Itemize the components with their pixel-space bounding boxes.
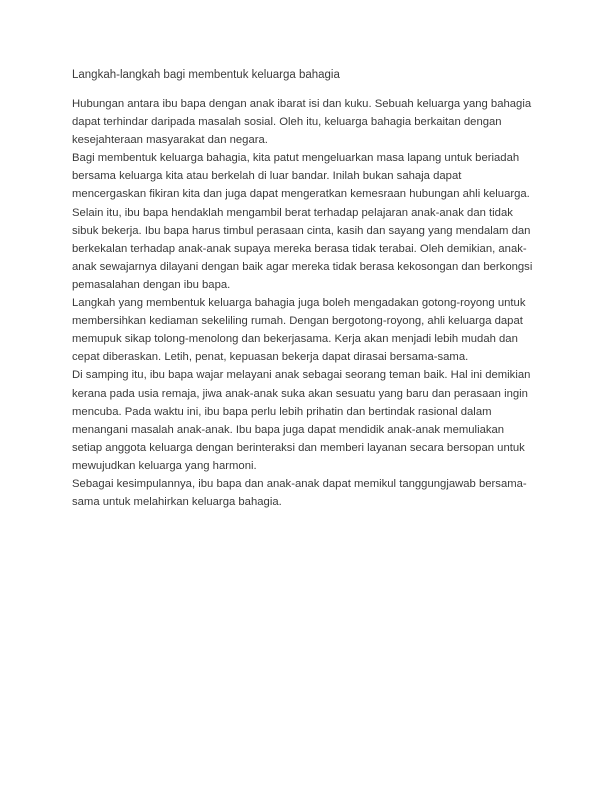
- text-line: Sebagai kesimpulannya, ibu bapa dan anak-anak dapat memikul tanggungjawab bersama-: [72, 477, 527, 490]
- text-line: Langkah yang membentuk keluarga bahagia juga boleh mengadakan gotong-royong untuk: [72, 297, 526, 310]
- text-line: Di samping itu, ibu bapa wajar melayani anak sebagai seorang teman baik. Hal ini demikian: [72, 369, 531, 382]
- text-line: dapat terhindar daripada masalah sosial. Oleh itu, keluarga bahagia berkaitan dengan: [72, 116, 502, 129]
- text-line: berkekalan terhadap anak-anak supaya mereka berasa tidak terabai. Oleh demikian, anak-: [72, 242, 527, 255]
- text-line: Bagi membentuk keluarga bahagia, kita patut mengeluarkan masa lapang untuk beriadah: [72, 152, 520, 165]
- text-line: mencergaskan fikiran kita dan juga dapat mengeratkan kemesraan hubungan ahli keluarga.: [72, 188, 530, 201]
- text-line: sama untuk melahirkan keluarga bahagia.: [72, 496, 282, 509]
- text-line: Selain itu, ibu bapa hendaklah mengambil berat terhadap pelajaran anak-anak dan tidak: [72, 206, 513, 219]
- text-line: kesejahteraan masyarakat dan negara.: [72, 134, 268, 147]
- text-line: Hubungan antara ibu bapa dengan anak ibarat isi dan kuku. Sebuah keluarga yang bahagia: [72, 98, 532, 110]
- text-line: bersama keluarga kita atau berkelah di luar bandar. Inilah bukan sahaja dapat: [72, 170, 462, 183]
- text-line: anak sewajarnya dilayani dengan baik agar mereka tidak berasa kekosongan dan berkongsi: [72, 260, 533, 273]
- text-line: mencuba. Pada waktu ini, ibu bapa perlu lebih prihatin dan bertindak rasional dalam: [72, 405, 492, 418]
- document-title: Langkah-langkah bagi membentuk keluarga bahagia: [72, 69, 340, 81]
- text-line: cepat diberaskan. Letih, penat, kepuasan bekerja dapat dirasai bersama-sama.: [72, 351, 469, 364]
- text-line: memupuk sikap tolong-menolong dan bekerjasama. Kerja akan menjadi lebih mudah dan: [72, 333, 518, 346]
- text-line: sibuk bekerja. Ibu bapa harus timbul perasaan cinta, kasih dan sayang yang mendalam dan: [72, 224, 531, 237]
- text-line: mewujudkan keluarga yang harmoni.: [72, 459, 257, 472]
- text-line: menangani masalah anak-anak. Ibu bapa juga dapat mendidik anak-anak memuliakan: [72, 423, 505, 436]
- text-line: kerana pada usia remaja, jiwa anak-anak suka akan sesuatu yang baru dan perasaan ingin: [72, 387, 528, 400]
- text-line: setiap anggota keluarga dengan berinteraksi dan memberi layanan secara bersopan untuk: [72, 441, 525, 454]
- text-line: membersihkan kediaman sekeliling rumah. Dengan bergotong-royong, ahli keluarga dapat: [72, 315, 523, 328]
- text-line: pemasalahan dengan ibu bapa.: [72, 278, 231, 291]
- document-body: [72, 95, 552, 511]
